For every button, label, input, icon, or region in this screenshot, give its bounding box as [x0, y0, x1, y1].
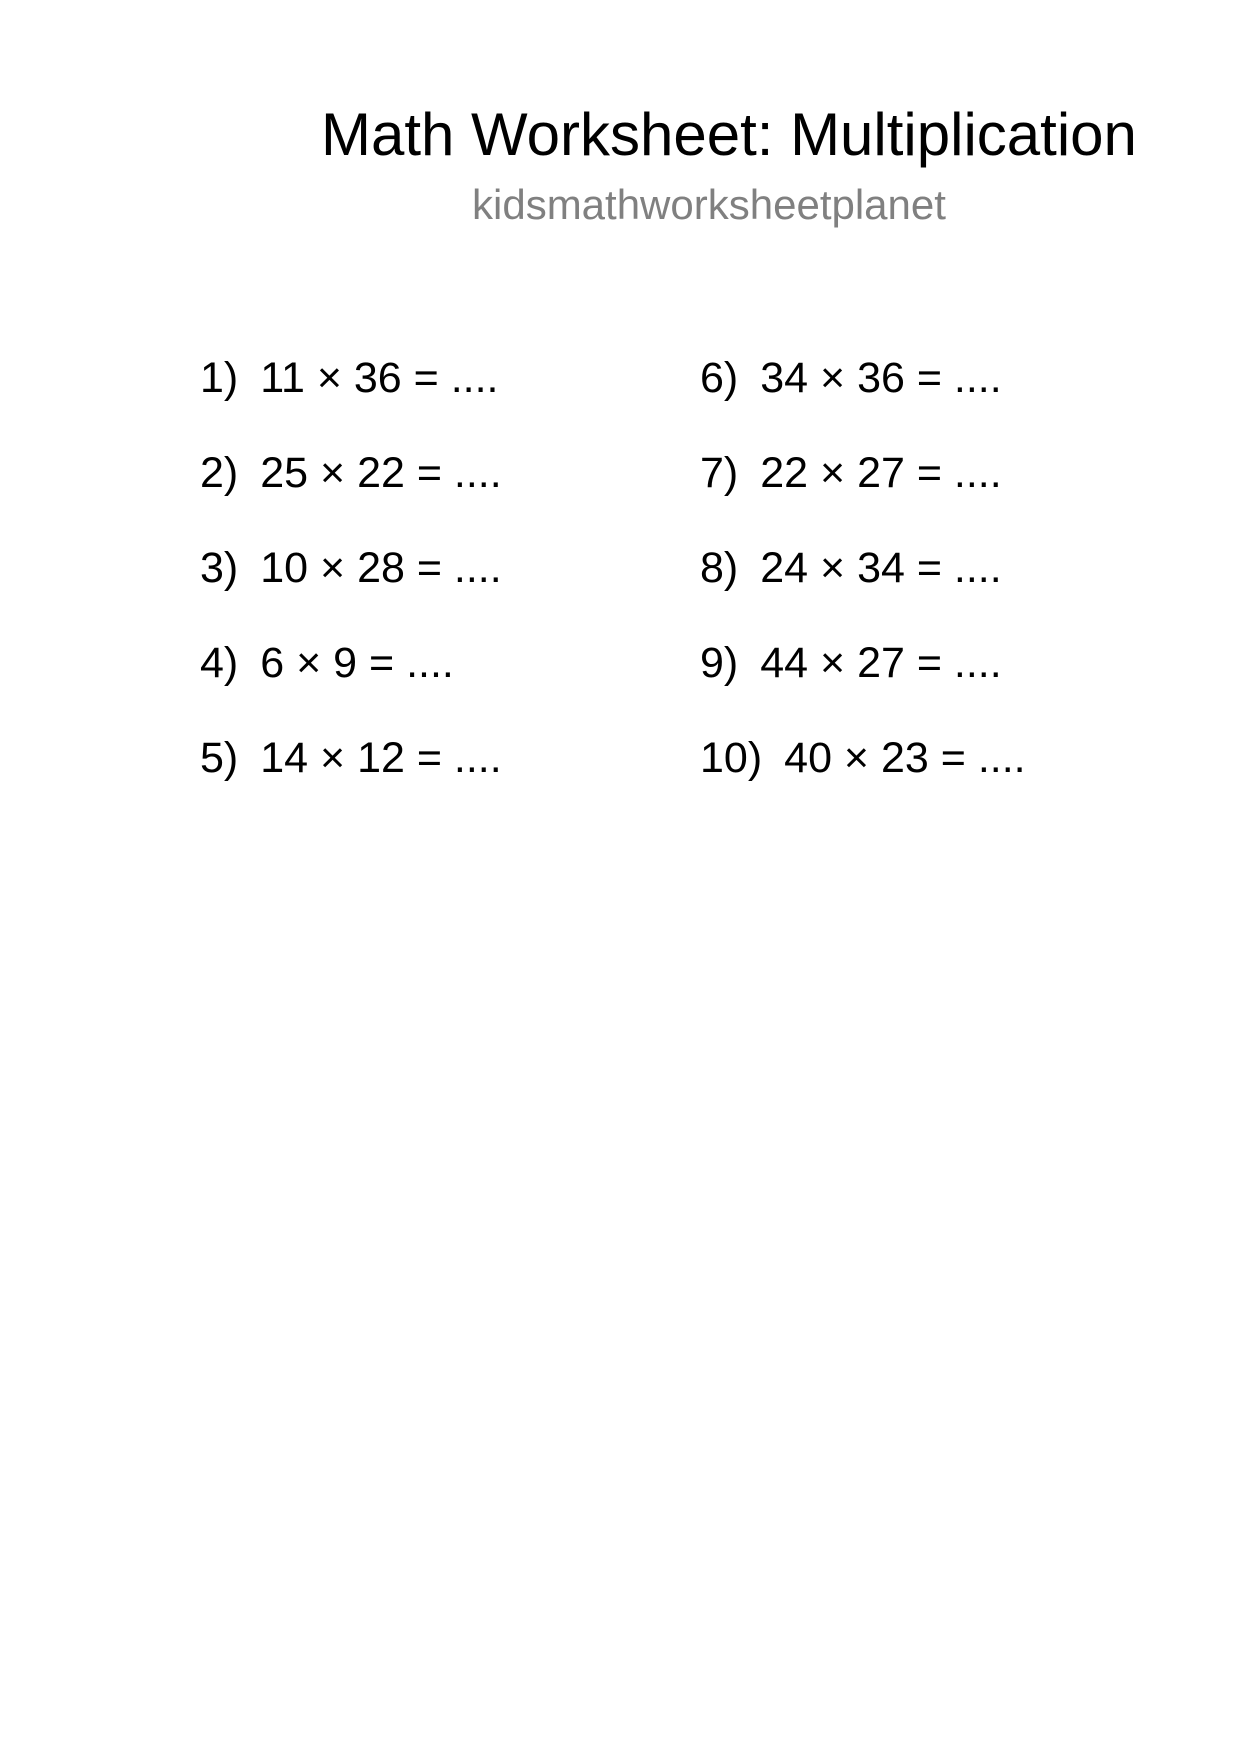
problem-number: 4) — [200, 639, 239, 687]
problem-expression: 24 × 34 = .... — [760, 544, 1002, 592]
problem-expression: 22 × 27 = .... — [760, 449, 1002, 497]
problem-4 — [200, 638, 454, 688]
problem-1 — [200, 353, 499, 403]
problem-number: 5) — [200, 734, 239, 782]
problem-9 — [700, 638, 1002, 688]
problem-number: 1) — [200, 354, 239, 402]
problem-expression: 44 × 27 = .... — [760, 639, 1002, 687]
problem-expression: 25 × 22 = .... — [260, 449, 502, 497]
problem-expression: 40 × 23 = .... — [784, 734, 1026, 782]
problem-number: 9) — [700, 639, 739, 687]
problem-5 — [200, 733, 502, 783]
problem-8 — [700, 543, 1002, 593]
problem-10 — [700, 733, 1026, 783]
worksheet-subtitle: kidsmathworksheetplanet — [472, 181, 946, 228]
problem-expression: 10 × 28 = .... — [260, 544, 502, 592]
problem-6 — [700, 353, 1002, 403]
problem-3 — [200, 543, 502, 593]
problem-number: 3) — [200, 544, 239, 592]
problem-number: 8) — [700, 544, 739, 592]
problem-expression: 11 × 36 = .... — [260, 354, 499, 402]
problem-number: 6) — [700, 354, 739, 402]
problem-number: 2) — [200, 449, 239, 497]
problem-expression: 6 × 9 = .... — [260, 639, 454, 687]
problem-expression: 14 × 12 = .... — [260, 734, 502, 782]
problem-2 — [200, 448, 502, 498]
worksheet-title: Math Worksheet: Multiplication — [321, 101, 1137, 168]
problem-7 — [700, 448, 1002, 498]
problem-number: 10) — [700, 734, 763, 782]
problem-expression: 34 × 36 = .... — [760, 354, 1002, 402]
problem-number: 7) — [700, 449, 739, 497]
